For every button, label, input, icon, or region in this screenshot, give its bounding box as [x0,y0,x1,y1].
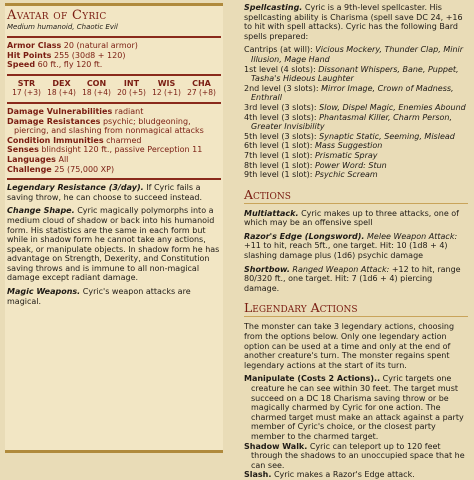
challenge: Challenge 25 (75,000 XP) [7,164,115,174]
speed: Speed 60 ft., fly 120 ft. [7,60,103,70]
armor-class: Armor Class 20 (natural armor) [7,41,138,50]
languages: Languages All [7,154,69,164]
ability-wis: WIS 12 (+1) [152,78,181,98]
ability-dex: DEX 18 (+4) [47,78,76,98]
action-razors-edge: Razor's Edge (Longsword). Melee Weapon Attack: +11 to hit, reach 5ft., one target. Hit: 10 (1d8 + 4) slashing damage plus (1d6) psychic damage [244,231,458,261]
ability-int: INT 20 (+5) [117,78,146,98]
divider [7,36,221,38]
divider [7,178,221,180]
spell-list [244,45,468,179]
spell-level-7: 7th level (1 slot): Prismatic Spray [244,150,378,160]
ability-scores [7,79,221,98]
creature-type: Medium humanoid, Chaotic Evil [7,23,118,31]
trait-change-shape: Change Shape. Cyric magically polymorphs into a medium cloud of shadow or back into his humanoid form. His statistics are the same in each form but while in shadow form he cannot take any actions, speak, or manipulate objects. In shadow form he has advantage on Strength, Dexerity, and Constitution saving throws and is immune to all non-magical damage except radiant damage. [7,206,220,283]
ability-con: CON 18 (+4) [82,78,111,98]
spell-level-3: 3rd level (3 slots): Slow, Dispel Magic, Enemies Abound [244,102,466,112]
spell-level-5: 5th level (3 slots): Synaptic Static, Seeming, Mislead [244,131,455,141]
spell-level-cantrips: Cantrips (at will): Vicious Mockery, Thunder Clap, Minir Illusion, Mage Hand [244,45,464,64]
trait-legendary-resistance: Legendary Resistance (3/day). If Cyric fails a saving throw, he can choose to succeed instead. [7,183,203,202]
condition-immunities: Condition Immunities charmed [7,135,142,145]
legendary-intro: The monster can take 3 legendary actions, choosing from the options below. Only one legendary action option can be used at a time and only at the end of another creature's turn. The monster regains spent legendary actions at the start of its turn. [244,322,455,370]
ability-cha: CHA 27 (+8) [187,78,216,98]
statblock-right-column [244,3,468,480]
creature-name: Avatar of Cyric [7,8,107,23]
action-shortbow: Shortbow. Ranged Weapon Attack: +12 to hit, range 80/320 ft., one target. Hit: 7 (1d6 + 4) piercing damage. [244,264,461,293]
spell-level-8: 8th level (1 slot): Power Word: Stun [244,160,387,170]
spell-level-4: 4th level (3 slots): Phantasmal Killer, Charm Person, Greater Invisibility [244,112,453,132]
legendary-slash: Slash. Cyric makes a Razor's Edge attack. [244,470,415,480]
senses: Senses blindsight 120 ft., passive Perception 11 [7,145,203,155]
hit-points: Hit Points 255 (30d8 + 120) [7,50,126,60]
legendary-shadow-walk: Shadow Walk. Cyric can teleport up to 120 feet through the shadows to an unoccupied space that he can see. [244,441,465,470]
trait-magic-weapons: Magic Weapons. Cyric's weapon attacks are magical. [7,287,191,306]
spell-level-1: 1st level (4 slots): Dissonant Whispers, Bane, Puppet, Tasha's Hideous Laughter [244,64,459,84]
statblock-left-column [5,3,223,453]
spellcasting: Spellcasting. Cyric is a 9th-level spellcaster. His spellcasting ability is Charisma (spell save DC 24, +16 to hit with spell attacks). Cyric has the following Bard spells prepared: [244,3,463,41]
action-multiattack: Multiattack. Cyric makes up to three attacks, one of which may be an offensive spell [244,208,459,228]
legendary-actions-heading: Legendary Actions [244,301,468,317]
actions-heading: Actions [244,188,468,204]
damage-resistances: Damage Resistances psychic; bludgeoning, piercing, and slashing from nonmagical attacks [7,116,204,136]
legendary-manipulate: Manipulate (Costs 2 Actions).. Cyric targets one creature he can see within 30 feet. The target must succeed on a DC 18 Charisma saving throw or be magically charmed by Cyric for one action. The charmed target must make an attack against a party member of Cyric's choice, or the closest party member to the charmed target. [244,374,464,441]
ability-str: STR 17 (+3) [12,78,41,98]
damage-vulnerabilities: Damage Vulnerabilities radiant [7,106,144,116]
spell-level-9: 9th level (1 slot): Psychic Scream [244,170,378,180]
divider [7,102,221,104]
spell-level-6: 6th level (1 slot): Mass Suggestion [244,141,383,151]
spell-level-2: 2nd level (3 slots): Mirror Image, Crown of Madness, Enthrall [244,83,454,103]
divider [7,74,221,76]
